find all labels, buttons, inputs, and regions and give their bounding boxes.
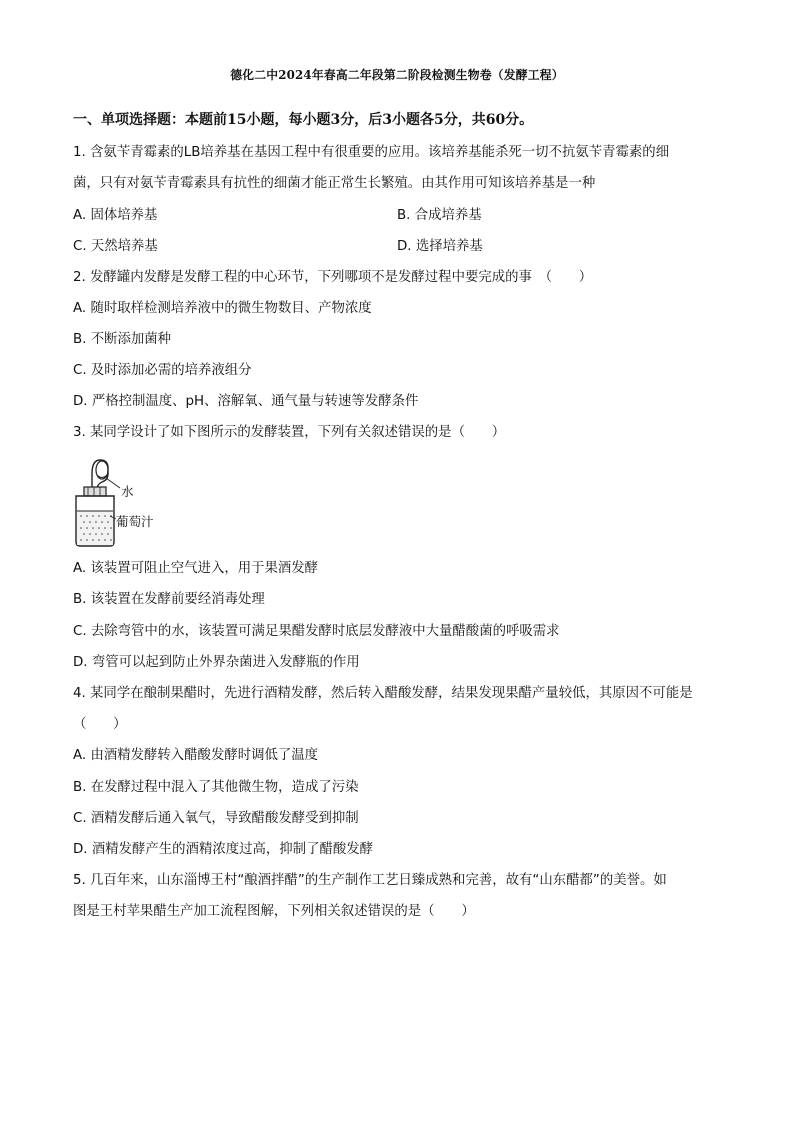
q4-option-a: A. 由酒精发酵转入醋酸发酵时调低了温度: [73, 748, 319, 763]
figure-label-water: 水: [121, 484, 134, 499]
q1-option-d: D. 选择培养基: [397, 239, 483, 254]
q4-option-c: C. 酒精发酵后通入氧气，导致醋酸发酵受到抑制: [73, 811, 359, 826]
q1-stem-line2: 菌，只有对氨苄青霉素具有抗性的细菌才能正常生长繁殖。由其作用可知该培养基是一种: [73, 176, 596, 191]
q1-option-b: B. 合成培养基: [397, 208, 482, 223]
q2-stem: 2. 发酵罐内发酵是发酵工程的中心环节，下列哪项不是发酵过程中要完成的事 （ ）: [73, 270, 593, 285]
q5-stem-line2: 图是王村苹果醋生产加工流程图解，下列相关叙述错误的是（ ）: [73, 904, 475, 919]
q2-option-c: C. 及时添加必需的培养液组分: [73, 363, 252, 378]
page-title: 德化二中2024年春高二年段第二阶段检测生物卷（发酵工程）: [230, 68, 564, 82]
section-heading: 一、单项选择题：本题前15小题，每小题3分，后3小题各5分，共60分。: [73, 112, 534, 128]
fermentation-apparatus-figure: [66, 454, 186, 550]
q3-option-d: D. 弯管可以起到防止外界杂菌进入发酵瓶的作用: [73, 655, 360, 670]
figure-label-juice: 葡萄汁: [116, 514, 154, 529]
q1-option-a: A. 固体培养基: [73, 208, 158, 223]
q4-stem-line1: 4. 某同学在酿制果醋时，先进行酒精发酵，然后转入醋酸发酵，结果发现果醋产量较低，其原因不可能是: [73, 686, 693, 701]
q2-option-d: D. 严格控制温度、pH、溶解氧、通气量与转速等发酵条件: [73, 394, 419, 409]
fermentation-bottle-icon: [66, 454, 186, 550]
q2-option-b: B. 不断添加菌种: [73, 332, 172, 347]
q1-stem-line1: 1. 含氨苄青霉素的LB培养基在基因工程中有很重要的应用。该培养基能杀死一切不抗氨苄青霉素的细: [73, 145, 670, 160]
q3-stem: 3. 某同学设计了如下图所示的发酵装置，下列有关叙述错误的是（ ）: [73, 425, 506, 440]
q3-option-c: C. 去除弯管中的水，该装置可满足果醋发酵时底层发酵液中大量醋酸菌的呼吸需求: [73, 624, 560, 639]
q5-stem-line1: 5. 几百年来，山东淄博王村“酿酒拌醋”的生产制作工艺日臻成熟和完善，故有“山东醋都”的美誉。如: [73, 873, 667, 888]
q1-option-c: C. 天然培养基: [73, 239, 158, 254]
q3-option-a: A. 该装置可阻止空气进入，用于果酒发酵: [73, 561, 319, 576]
q2-option-a: A. 随时取样检测培养液中的微生物数目、产物浓度: [73, 301, 372, 316]
q4-option-b: B. 在发酵过程中混入了其他微生物，造成了污染: [73, 780, 359, 795]
q4-stem-line2: （ ）: [73, 717, 127, 732]
q4-option-d: D. 酒精发酵产生的酒精浓度过高，抑制了醋酸发酵: [73, 842, 374, 857]
q3-option-b: B. 该装置在发酵前要经消毒处理: [73, 592, 265, 607]
